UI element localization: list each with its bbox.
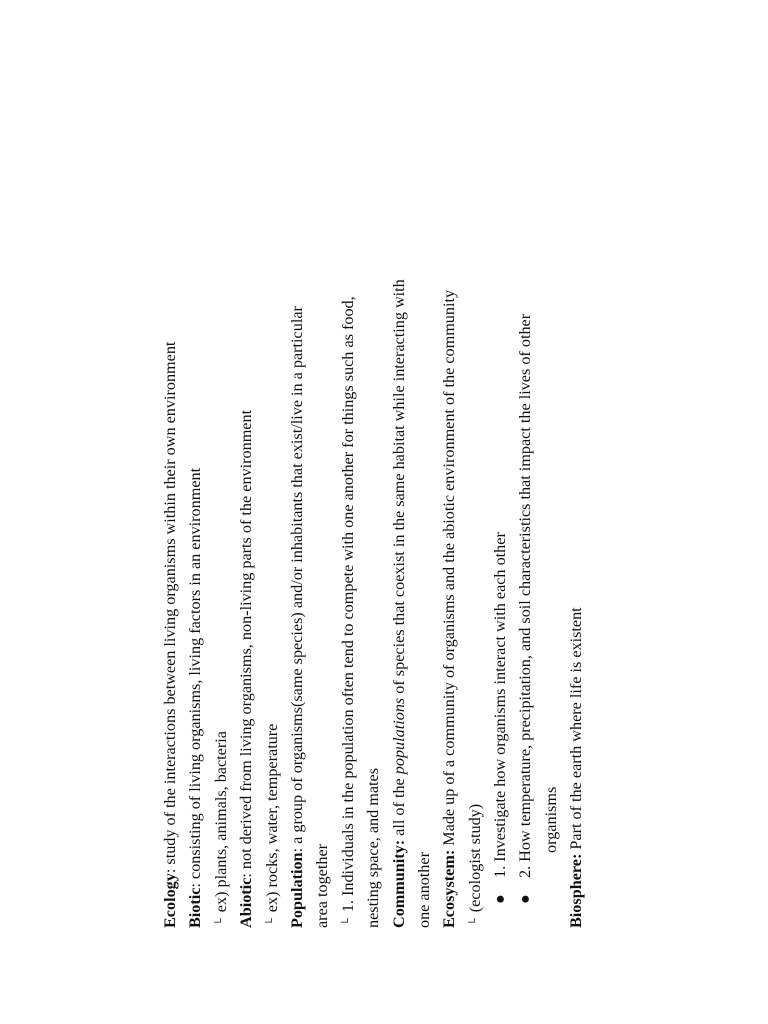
community-definition-emphasis: populations <box>389 697 408 775</box>
ecosystem-bullet-2 <box>513 108 538 928</box>
abiotic-definition: : not derived from living organisms, non-living parts of the environment <box>237 409 256 878</box>
population-note-cont: nesting space, and mates <box>364 767 383 928</box>
abiotic-term: Abiotic <box>237 877 256 928</box>
ecosystem-bullet-2-cont <box>539 108 564 928</box>
ecology-line <box>158 108 183 928</box>
biotic-line <box>183 108 208 928</box>
sub-arrow-icon: └ <box>265 918 278 926</box>
biotic-definition: : consisting of living organisms, living factors in an environment <box>186 467 205 888</box>
ecology-definition: : study of the interactions between living organisms within their own environment <box>161 341 179 874</box>
population-note-line-2 <box>361 108 386 928</box>
biotic-example-line <box>209 108 234 928</box>
ecosystem-bullet-1-text: 1. Investigate how organisms interact with each other <box>491 532 510 878</box>
biosphere-line <box>564 108 589 928</box>
ecology-term: Ecology <box>161 873 179 928</box>
biotic-example: ex) plants, animals, bacteria <box>211 731 230 913</box>
ecosystem-sub: (ecologist study) <box>465 803 484 913</box>
population-note: 1. Individuals in the population often tend to compete with one another for things such as food, <box>338 296 357 913</box>
community-line <box>387 108 412 928</box>
sub-arrow-icon: └ <box>341 918 354 926</box>
sub-arrow-icon: └ <box>468 918 481 926</box>
abiotic-example-line <box>260 108 285 928</box>
biosphere-term: Biosphere: <box>567 853 586 928</box>
population-term: Population <box>287 852 306 928</box>
biosphere-definition: Part of the earth where life is existent <box>567 607 586 854</box>
community-line-2 <box>412 108 437 928</box>
ecosystem-line <box>437 108 462 928</box>
population-definition-cont: area together <box>313 843 332 928</box>
abiotic-line <box>234 108 259 928</box>
rotated-notes <box>158 108 590 928</box>
bullet-icon: ● <box>491 894 510 904</box>
ecosystem-sub-line <box>463 108 488 928</box>
bullet-icon: ● <box>516 894 535 904</box>
community-term: Community: <box>389 839 408 928</box>
community-definition-pre: all of the <box>389 774 408 840</box>
community-definition-post: of species that coexist in the same habitat while interacting with <box>389 279 408 698</box>
sub-arrow-icon: └ <box>214 918 227 926</box>
population-definition: : a group of organisms(same species) and/or inhabitants that exist/live in a particular <box>287 306 306 853</box>
ecosystem-term: Ecosystem: <box>440 849 459 928</box>
ecosystem-bullet-2-text: 2. How temperature, precipitation, and soil characteristics that impact the lives of other <box>516 313 535 878</box>
population-note-line <box>336 108 361 928</box>
ecosystem-bullet-1 <box>488 108 513 928</box>
population-line <box>285 108 310 928</box>
biotic-term: Biotic <box>186 887 205 928</box>
ecosystem-bullet-2-cont-text: organisms <box>541 786 560 853</box>
community-definition-cont: one another <box>414 852 433 928</box>
abiotic-example: ex) rocks, water, temperature <box>262 723 281 913</box>
population-line-2 <box>310 108 335 928</box>
ecosystem-definition: Made up of a community of organisms and the abiotic environment of the community <box>440 289 459 850</box>
